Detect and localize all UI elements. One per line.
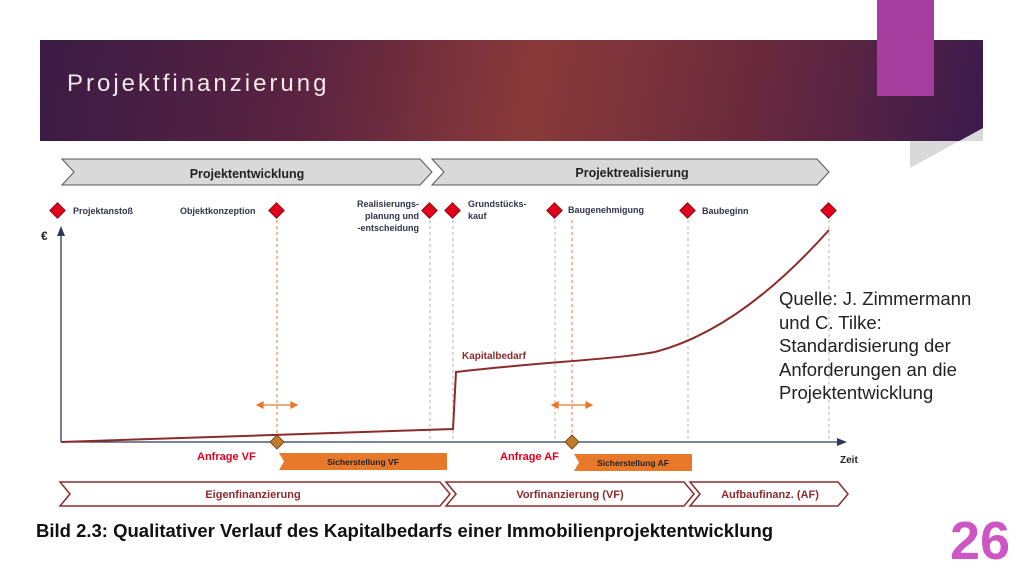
milestone-marker bbox=[422, 203, 438, 219]
page-number: 26 bbox=[950, 511, 1011, 571]
milestone-label: Baugenehmigung bbox=[568, 205, 644, 215]
milestone-label: planung und bbox=[365, 211, 419, 221]
securing-label: Sicherstellung AF bbox=[597, 458, 669, 468]
source-line: Projektentwicklung bbox=[779, 382, 934, 403]
capital-curve bbox=[61, 230, 829, 442]
request-marker bbox=[565, 435, 579, 449]
milestone-label: Realisierungs- bbox=[356, 199, 419, 209]
source-line: Anforderungen an die bbox=[779, 358, 957, 380]
x-axis-label: Zeit bbox=[840, 455, 858, 466]
milestone-marker bbox=[680, 203, 696, 219]
y-axis-arrowhead bbox=[57, 226, 65, 236]
milestone-label: Grundstücks- bbox=[468, 199, 527, 209]
request-label: Anfrage VF bbox=[197, 451, 256, 463]
milestone-label: Projektanstoß bbox=[73, 206, 134, 216]
securing-label: Sicherstellung VF bbox=[327, 457, 399, 467]
milestone-marker bbox=[821, 203, 837, 219]
milestone-marker bbox=[547, 203, 563, 219]
slide-title: Projektfinanzierung bbox=[67, 70, 330, 97]
milestone-label: kauf bbox=[468, 211, 487, 221]
curve-label: Kapitalbedarf bbox=[462, 351, 526, 362]
milestone-marker bbox=[50, 203, 66, 219]
source-note bbox=[779, 287, 1009, 405]
financing-label: Eigenfinanzierung bbox=[205, 489, 301, 501]
source-line: Quelle: J. Zimmermann bbox=[779, 288, 972, 309]
request-marker bbox=[270, 435, 284, 449]
phase-label: Projektentwicklung bbox=[189, 167, 305, 181]
milestone-marker bbox=[445, 203, 461, 219]
figure-caption: Bild 2.3: Qualitativer Verlauf des Kapitalbedarfs einer Immobilienprojektentwicklung bbox=[36, 520, 774, 541]
request-gridlines bbox=[277, 220, 572, 442]
x-axis-arrowhead bbox=[837, 438, 847, 446]
milestone-gridlines bbox=[430, 220, 829, 442]
request-label: Anfrage AF bbox=[500, 451, 559, 463]
milestone-label: Objektkonzeption bbox=[180, 206, 256, 216]
milestone-marker bbox=[269, 203, 285, 219]
phase-label: Projektrealisierung bbox=[575, 166, 689, 180]
milestone-label: Baubeginn bbox=[702, 206, 749, 216]
milestone-label: -entscheidung bbox=[357, 223, 419, 233]
source-line: und C. Tilke: bbox=[779, 311, 882, 333]
financing-label: Aufbaufinanz. (AF) bbox=[721, 489, 819, 501]
y-axis-label: € bbox=[41, 229, 48, 243]
financing-label: Vorfinanzierung (VF) bbox=[516, 489, 624, 501]
source-line: Standardisierung der bbox=[779, 335, 951, 356]
